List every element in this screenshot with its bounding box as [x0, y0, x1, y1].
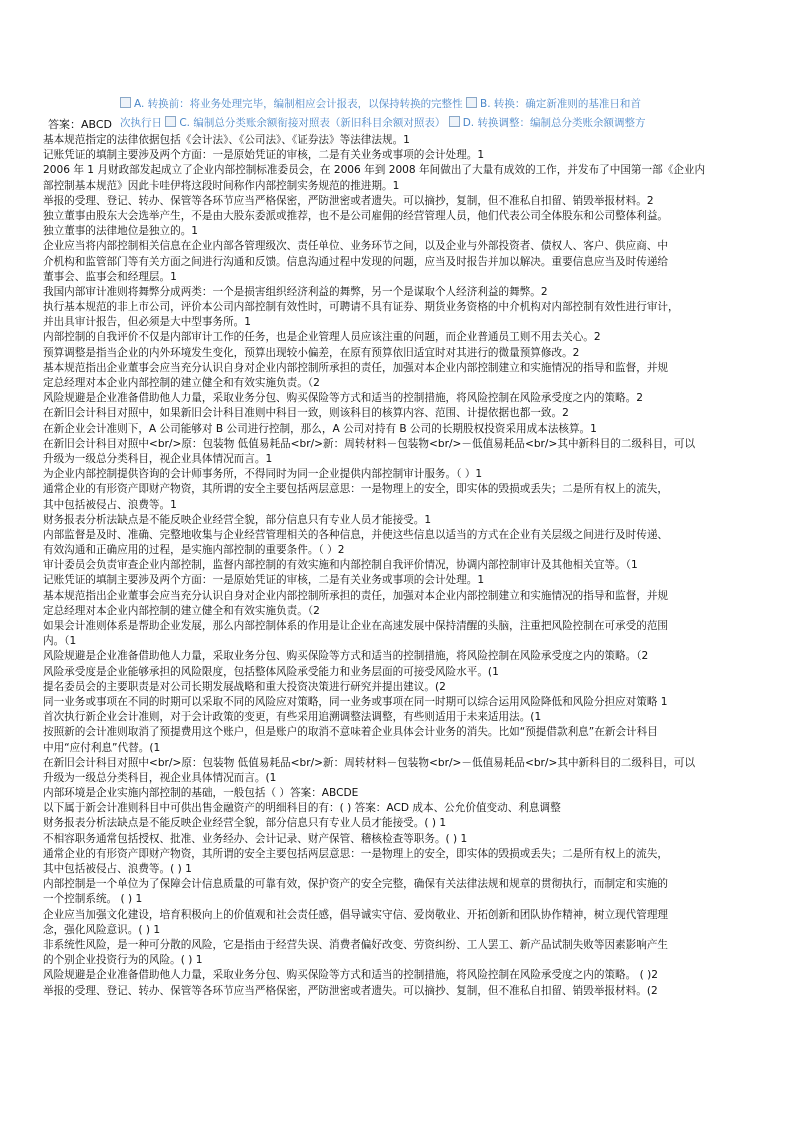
text-line: 有效沟通和正确应用的过程，是实施内部控制的重要条件。（ ）2	[43, 544, 345, 557]
text-line: 念，强化风险意识。( ) 1	[43, 923, 161, 936]
text-line: 提名委员会的主要职责是对公司长期发展战略和重大投资决策进行研究并提出建议。(2	[43, 680, 446, 693]
text-line: 首次执行新企业会计准则，对于会计政策的变更，有些采用追溯调整法调整，有些则适用于未来适用法。(1	[43, 711, 542, 724]
text-line: 独立董事由股东大会选举产生，不是由大股东委派或推荐，也不是公司雇佣的经营管理人员，他们代表公司全体股东和公司整体利益。	[43, 209, 669, 222]
answer-options	[120, 95, 720, 133]
question-list	[43, 133, 753, 999]
text-line: 独立董事的法律地位是独立的。1	[43, 225, 199, 238]
options-row	[120, 95, 720, 114]
text-line: 企业应当加强文化建设，培育积极向上的价值观和社会责任感，倡导诚实守信、爱岗敬业、开拓创新和团队协作精神，树立现代管理理	[43, 908, 669, 921]
text-line: 风险规避是企业准备借助他人力量，采取业务分包、购买保险等方式和适当的控制措施，将风险控制在风险承受度之内的策略。 ( )2	[43, 969, 658, 982]
text-line: 风险规避是企业准备借助他人力量，采取业务分包、购买保险等方式和适当的控制措施，将风险控制在风险承受度之内的策略。2	[43, 392, 643, 405]
text-line: 基本规范指定的法律依据包括《会计法》、《公司法》、《证券法》等法律法规。1	[43, 134, 410, 146]
text-line: 一个控制系统。 ( ) 1	[43, 893, 143, 906]
text-line: 内部监督是及时、准确、完整地收集与企业经营管理相关的各种信息，并使这些信息以适当的方式在企业有关层级之间进行及时传递、	[43, 528, 669, 541]
text-line: 定总经理对本企业内部控制的建立健全和有效实施负责。（2	[43, 604, 320, 617]
text-line: 定总经理对本企业内部控制的建立健全和有效实施负责。（2	[43, 377, 320, 389]
text-line: 内部控制的自我评价不仅是内部审计工作的任务，也是企业管理人员应该注重的问题，而企业普通员工则不用去关心。2	[43, 331, 601, 344]
option-b: B. 转换：确定新准则的基准日和首	[480, 98, 641, 110]
text-line: 为企业内部控制提供咨询的会计师事务所，不得同时为同一企业提供内部控制审计服务。（ ）1	[43, 468, 483, 481]
text-line: 其中包括被侵占、浪费等。1	[43, 498, 177, 511]
checkbox-b[interactable]	[466, 97, 477, 108]
text-line: 升级为一级总分类科目，视企业具体情况而言。(1	[43, 771, 277, 784]
option-b-continued: 次执行日	[120, 117, 162, 129]
options-row	[120, 114, 720, 133]
text-line: 内。（1	[43, 635, 77, 648]
text-line: 部控制基本规范》因此卡哇伊将这段时间称作内部控制实务规范的推进期。1	[43, 179, 400, 192]
text-line: 执行基本规范的非上市公司，评价本公司内部控制有效性时，可聘请不具有证券、期货业务资格的中介机构对内部控制有效性进行审计，	[43, 301, 679, 314]
checkbox-a[interactable]	[120, 97, 131, 108]
text-line: 其中包括被侵占、浪费等。( ) 1	[43, 863, 192, 875]
text-line: 在新旧会计科目对照中<br/>原：包装物 低值易耗品<br/>新：周转材料－包装物<br/>－低值易耗品<br/>其中新科目的二级科目，可以	[43, 437, 696, 450]
text-line: 同一业务或事项在不同的时期可以采取不同的风险应对策略，同一业务或事项在同一时期可以综合运用风险降低和风险分担应对策略 1	[43, 695, 668, 708]
text-line: 按照新的会计准则取消了预提费用这个账户，但是账户的取消不意味着企业具体会计业务的消失。比如“预提借款利息”在新会计科目	[43, 726, 658, 739]
text-line: 财务报表分析法缺点是不能反映企业经营全貌，部分信息只有专业人员才能接受。1	[43, 513, 432, 526]
text-line: 内部控制是一个单位为了保障会计信息质量的可靠有效，保护资产的安全完整，确保有关法律法规和规章的贯彻执行，而制定和实施的	[43, 878, 669, 891]
text-line: 审计委员会负责审查企业内部控制，监督内部控制的有效实施和内部控制自我评价情况，协调内部控制审计及其他相关宜等。（1	[43, 559, 638, 572]
option-a: A. 转换前：将业务处理完毕，编制相应会计报表，以保持转换的完整性	[134, 98, 463, 110]
text-line: 企业应当将内部控制相关信息在企业内部各管理级次、责任单位、业务环节之间，以及企业与外部投资者、债权人、客户、供应商、中	[43, 240, 669, 253]
text-line: 记账凭证的填制主要涉及两个方面：一是原始凭证的审核，二是有关业务或事项的会计处理。1	[43, 149, 485, 162]
text-line: 以下属于新会计准则科目中可供出售金融资产的明细科目的有：( ) 答案：ACD 成本、公允价值变动、利息调整	[43, 802, 561, 815]
text-line: 在新旧会计科目对照中，如果新旧会计科目准则中科目一致，则该科目的核算内容、范围、计提依据也都一致。2	[43, 407, 569, 420]
text-line: 介机构和监管部门等有关方面之间进行沟通和反馈。信息沟通过程中发现的问题，应当及时报告并加以解决。重要信息应当及时传递给	[43, 255, 669, 268]
text-line: 风险承受度是企业能够承担的风险限度，包括整体风险承受能力和业务层面的可接受风险水平。(1	[43, 665, 499, 678]
text-line: 风险规避是企业准备借助他人力量，采取业务分包、购买保险等方式和适当的控制措施，将风险控制在风险承受度之内的策略。（2	[43, 650, 649, 663]
text-line: 升级为一级总分类科目，视企业具体情况而言。1	[43, 452, 273, 465]
option-c: C. 编制总分类账余额衔接对照表（新旧科目余额对照表）	[179, 117, 446, 129]
text-line: 基本规范指出企业董事会应当充分认识自身对企业内部控制所承担的责任，加强对本企业内部控制建立和实施情况的指导和监督，并规	[43, 589, 669, 602]
option-d: D. 转换调整：编制总分类账余额调整方	[462, 117, 646, 129]
text-line: 记账凭证的填制主要涉及两个方面：一是原始凭证的审核，二是有关业务或事项的会计处理。1	[43, 574, 485, 587]
text-line: 预算调整是指当企业的内外环境发生变化，预算出现较小偏差，在原有预算依旧适宜时对其进行的微量预算修改。2	[43, 346, 580, 359]
checkbox-d[interactable]	[449, 116, 460, 127]
text-line: 通常企业的有形资产即财产物资，其所谓的安全主要包括两层意思：一是物理上的安全，即实体的毁损或丢失；二是所有权上的流失，	[43, 847, 669, 860]
text-line: 董事会、监事会和经理层。1	[43, 270, 177, 283]
text-line: 2006 年 1 月财政部发起成立了企业内部控制标准委员会，在 2006 年到 2008 年间做出了大量有成效的工作，并发布了中国第一部《企业内	[43, 164, 706, 177]
text-line: 通常企业的有形资产即财产物资，其所谓的安全主要包括两层意思：一是物理上的安全，即实体的毁损或丢失；二是所有权上的流失，	[43, 483, 669, 496]
checkbox-c[interactable]	[165, 116, 176, 127]
text-line: 不相容职务通常包括授权、批准、业务经办、会计记录、财产保管、稽核检查等职务。( ) 1	[43, 832, 468, 845]
text-line: 的个别企业投资行为的风险。( ) 1	[43, 954, 203, 967]
text-line: 如果会计准则体系是帮助企业发展，那么内部控制体系的作用是让企业在高速发展中保持清醒的头脑，注重把风险控制在可承受的范围	[43, 620, 669, 632]
text-line: 在新旧会计科目对照中<br/>原：包装物 低值易耗品<br/>新：周转材料－包装物<br/>－低值易耗品<br/>其中新科目的二级科目，可以	[43, 756, 696, 769]
text-line: 我国内部审计准则将舞弊分成两类：一个是损害组织经济利益的舞弊，另一个是谋取个人经济利益的舞弊。2	[43, 285, 548, 298]
text-line: 举报的受理、登记、转办、保管等各环节应当严格保密，严防泄密或者遗失。可以摘抄、复制，但不准私自扣留、销毁举报材料。(2	[43, 984, 658, 997]
text-line: 财务报表分析法缺点是不能反映企业经营全貌，部分信息只有专业人员才能接受。( ) 1	[43, 817, 447, 830]
text-line: 举报的受理、登记、转办、保管等各环节应当严格保密，严防泄密或者遗失。可以摘抄，复制，但不准私自扣留、销毁举报材料。2	[43, 194, 654, 207]
text-line: 非系统性风险，是一种可分散的风险，它是指由于经营失误、消费者偏好改变、劳资纠纷、工人罢工、新产品试制失败等因素影响产生	[43, 938, 669, 951]
text-line: 在新企业会计准则下，A 公司能够对 B 公司进行控制，那么，A 公司对持有 B 公司的长期股权投资采用成本法核算。1	[43, 422, 597, 435]
text-line: 中用“应付利息”代替。(1	[43, 741, 161, 754]
text-line: 并出具审计报告，但必须是大中型事务所。1	[43, 316, 252, 329]
answer-label: 答案：ABCD	[48, 118, 113, 131]
text-line: 内部环境是企业实施内部控制的基础，一般包括（ ）答案：ABCDE	[43, 787, 359, 800]
text-line: 基本规范指出企业董事会应当充分认识自身对企业内部控制所承担的责任，加强对本企业内部控制建立和实施情况的指导和监督，并规	[43, 361, 669, 374]
